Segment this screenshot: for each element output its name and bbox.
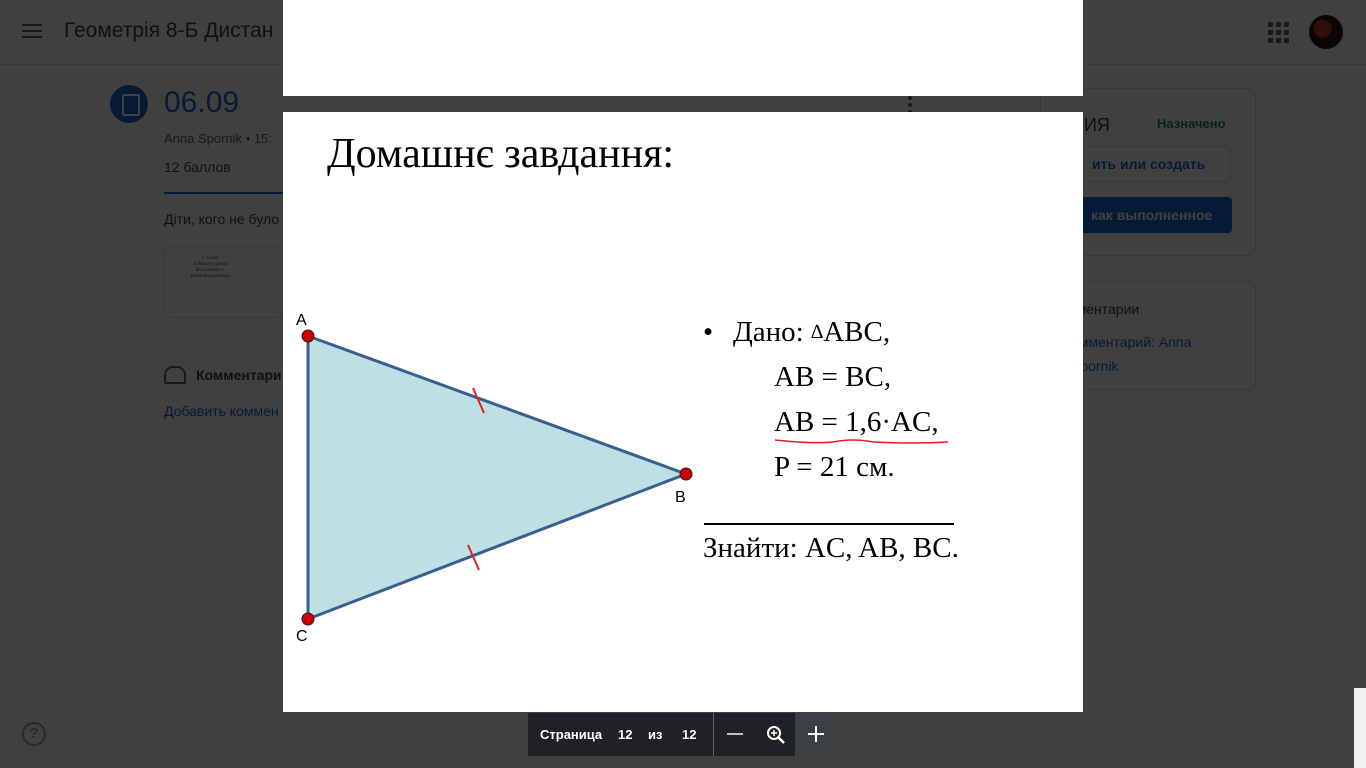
triangle-symbol: ∆ [810, 321, 824, 343]
given-line-4: P = 21 см. [774, 451, 895, 483]
vertex-b-point [680, 468, 692, 480]
zoom-out-icon[interactable] [727, 733, 743, 735]
current-page [283, 112, 1083, 712]
of-label: из [648, 727, 663, 742]
separator-line [704, 523, 954, 525]
given-line-1 [703, 310, 939, 355]
slide-heading: Домашнє завдання: [327, 131, 675, 177]
vertex-c-point [302, 613, 314, 625]
red-underline [773, 436, 953, 448]
total-pages: 12 [682, 727, 697, 742]
page-label: Страница [540, 727, 603, 742]
vertex-a-point [302, 330, 314, 342]
viewer-scrollbar[interactable] [1354, 688, 1366, 768]
vertex-b-label: B [675, 489, 686, 506]
vertex-a-label: A [296, 312, 307, 329]
given-line-2: AB = BC, [774, 361, 892, 393]
triangle-abc [308, 336, 686, 619]
given-triangle-name: ABC, [823, 316, 891, 348]
zoom-in-icon[interactable] [795, 713, 837, 756]
given-label: Дано: [733, 316, 811, 348]
toolbar-divider [713, 713, 714, 756]
find-line: Знайти: AC, AB, BC. [703, 532, 959, 564]
vertex-c-label: C [296, 628, 308, 645]
zoom-icon[interactable] [766, 725, 786, 745]
bullet: • [703, 316, 714, 348]
given-ratio: AB = 1,6·AC, [774, 406, 939, 438]
viewer-toolbar [528, 713, 837, 756]
previous-page [283, 0, 1083, 96]
current-page-number[interactable]: 12 [618, 727, 633, 742]
triangle-figure [283, 112, 703, 672]
given-line-3 [703, 400, 939, 445]
given-block [703, 310, 939, 490]
